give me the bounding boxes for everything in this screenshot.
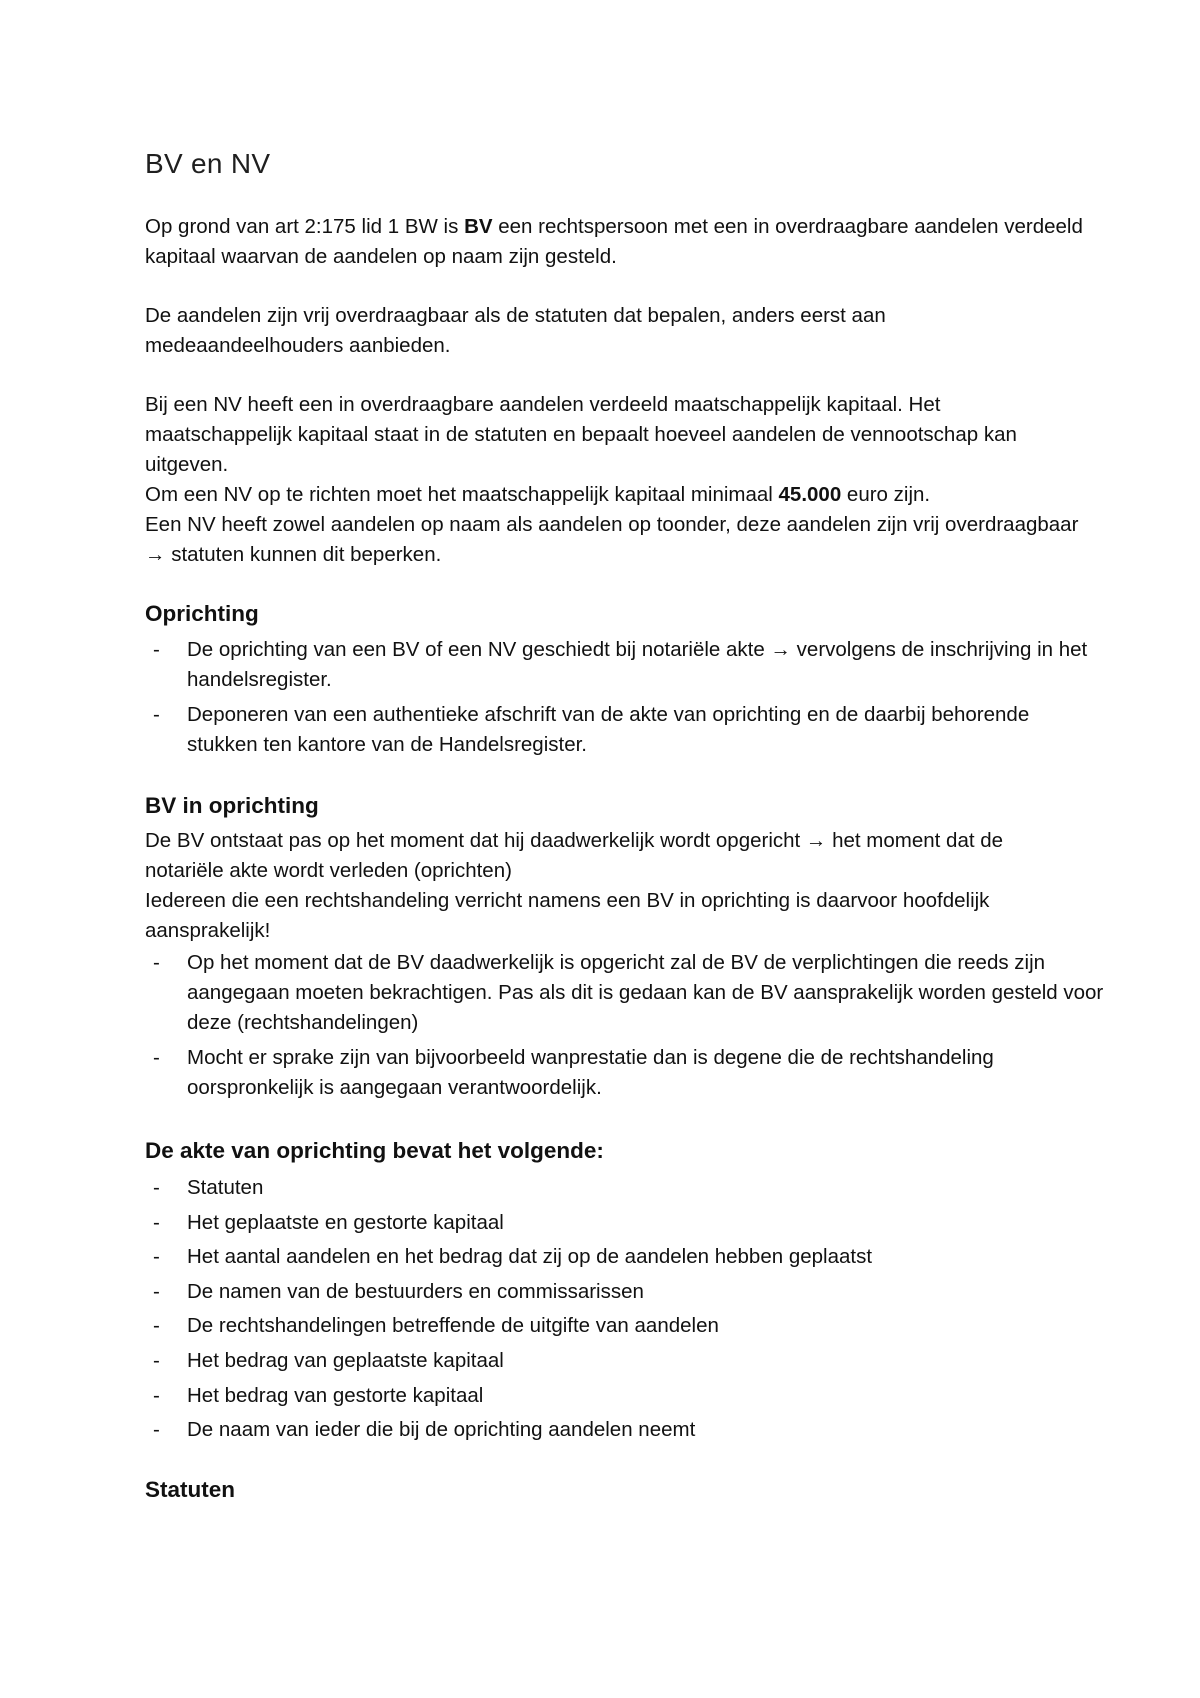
paragraph-nv xyxy=(145,390,1085,570)
heading-statuten: Statuten xyxy=(145,1477,235,1502)
text: De naam van ieder die bij de oprichting aandelen neemt xyxy=(187,1418,696,1442)
list-item xyxy=(145,1381,1105,1411)
list-item xyxy=(145,1242,1105,1272)
text: Een NV heeft zowel aandelen op naam als aandelen op toonder, deze aandelen zijn vrij overdraagbaar xyxy=(145,513,1079,536)
text: Mocht er sprake zijn van bijvoorbeeld wanprestatie dan is degene die de rechtshandeling oorspronkelijk is aangegaan verantwoordelijk. xyxy=(187,1046,994,1099)
arrow-icon: → xyxy=(770,638,791,661)
text: Het bedrag van geplaatste kapitaal xyxy=(187,1348,504,1372)
heading-akte-van-oprichting: De akte van oprichting bevat het volgende: xyxy=(145,1138,604,1163)
text: Statuten xyxy=(187,1176,264,1199)
text: Op het moment dat de BV daadwerkelijk is opgericht zal de BV de verplichtingen die reeds zijn aangegaan moeten bekrachtigen. Pas als dit is gedaan kan de BV aansprakelijk worden gesteld voor deze (rechtshandelingen) xyxy=(187,951,1104,1034)
bullet: - xyxy=(153,1348,160,1372)
text: Op grond van art 2:175 lid 1 BW is xyxy=(145,215,465,238)
bullet: - xyxy=(153,1210,160,1234)
text: een rechtspersoon met een in overdraagbare aandelen verdeeld kapitaal waarvan de aandelen op naam zijn gesteld. xyxy=(145,215,1083,268)
text: statuten kunnen dit beperken. xyxy=(165,543,442,566)
list-item xyxy=(145,1415,1105,1445)
bullet: - xyxy=(153,951,160,974)
bullet: - xyxy=(153,1245,160,1269)
bold-amount: 45.000 xyxy=(778,483,842,506)
list-item xyxy=(145,1346,1105,1376)
text: Bij een NV heeft een in overdraagbare aandelen verdeeld maatschappelijk kapitaal. Het maatschappelijk kapitaal staat in de statuten en bepaalt hoeveel aandelen de vennootschap kan uitgeven. xyxy=(145,393,1017,476)
page-title: BV en NV xyxy=(145,148,271,179)
bullet: - xyxy=(153,703,160,726)
list-oprichting xyxy=(145,635,1105,765)
heading-oprichting: Oprichting xyxy=(145,601,259,626)
text: het moment dat de notariële akte wordt verleden (oprichten) xyxy=(145,829,1004,882)
list-bv-in-oprichting xyxy=(145,948,1105,1108)
text: Deponeren van een authentieke afschrift van de akte van oprichting en de daarbij behorende stukken ten kantore van de Handelsregister. xyxy=(187,703,1030,756)
arrow-icon: → xyxy=(805,829,827,852)
list-item xyxy=(145,1208,1105,1238)
bold-term-bv: BV xyxy=(464,215,493,238)
text: De BV ontstaat pas op het moment dat hij daadwerkelijk wordt opgericht xyxy=(145,829,806,852)
bullet: - xyxy=(153,1383,160,1407)
heading-bv-in-oprichting: BV in oprichting xyxy=(145,793,319,818)
list-akte-items xyxy=(145,1173,1105,1450)
text: Het aantal aandelen en het bedrag dat zij op de aandelen hebben geplaatst xyxy=(187,1245,873,1269)
paragraph-bv-ontstaat xyxy=(145,826,1085,946)
paragraph-aandelen: De aandelen zijn vrij overdraagbaar als de statuten dat bepalen, anders eerst aan medeaandeelhouders aanbieden. xyxy=(145,304,886,357)
bullet: - xyxy=(153,1176,160,1199)
list-item xyxy=(145,1173,1105,1203)
list-item xyxy=(145,1043,1105,1103)
text: vervolgens de inschrijving in het handelsregister. xyxy=(187,638,1088,691)
text: Het bedrag van gestorte kapitaal xyxy=(187,1383,484,1407)
bullet: - xyxy=(153,1046,160,1069)
text: De namen van de bestuurders en commissarissen xyxy=(187,1279,644,1303)
paragraph-bv-definition xyxy=(145,212,1085,272)
arrow-icon: → xyxy=(145,543,166,566)
list-item xyxy=(145,1277,1105,1307)
text: De oprichting van een BV of een NV geschiedt bij notariële akte xyxy=(187,638,771,661)
text: Het geplaatste en gestorte kapitaal xyxy=(187,1210,504,1234)
bullet: - xyxy=(153,1314,160,1338)
list-item xyxy=(145,700,1105,760)
bullet: - xyxy=(153,638,160,661)
bullet: - xyxy=(153,1418,160,1442)
text: De rechtshandelingen betreffende de uitgifte van aandelen xyxy=(187,1314,719,1338)
list-item xyxy=(145,1311,1105,1341)
text: Om een NV op te richten moet het maatschappelijk kapitaal minimaal xyxy=(145,483,779,506)
list-item xyxy=(145,635,1105,695)
list-item xyxy=(145,948,1105,1038)
text: Iedereen die een rechtshandeling verricht namens een BV in oprichting is daarvoor hoofdelijk aansprakelijk! xyxy=(145,889,990,942)
bullet: - xyxy=(153,1279,160,1303)
text: euro zijn. xyxy=(841,483,931,506)
